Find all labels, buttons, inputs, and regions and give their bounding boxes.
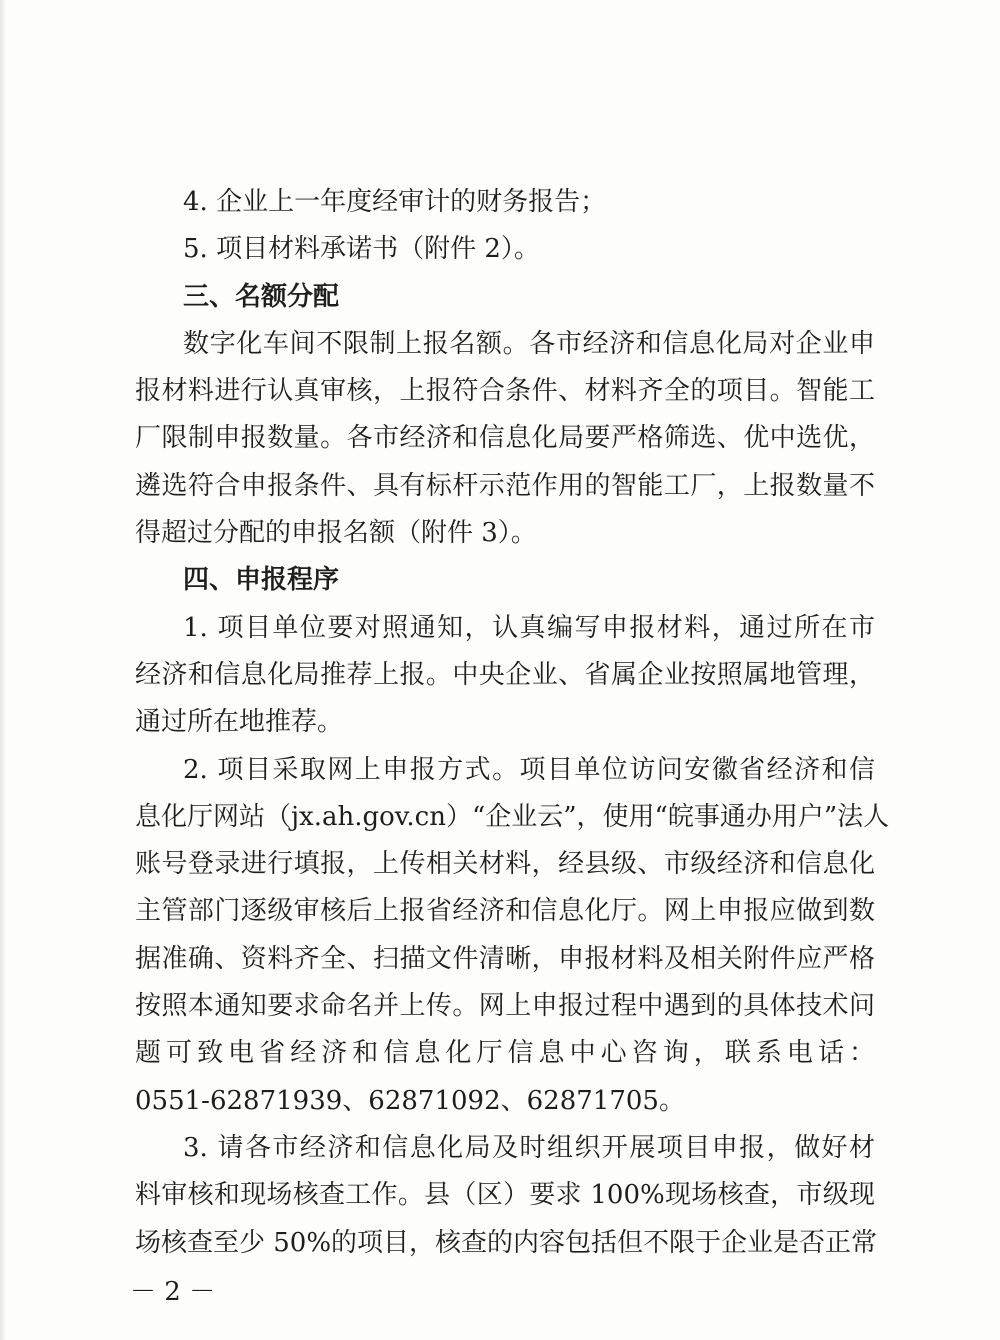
section-heading: 三、名额分配	[183, 281, 340, 312]
text-line: 3. 请各市经济和信息化局及时组织开展项目申报，做好材	[183, 1132, 875, 1163]
text-line: 遴选符合申报条件、具有标杆示范作用的智能工厂，上报数量不	[135, 470, 875, 501]
text-line: 主管部门逐级审核后上报省经济和信息化厅。网上申报应做到数	[135, 896, 875, 927]
text-line: 息化厅网站（jx.ah.gov.cn）“企业云”，使用“皖事通办用户”法人	[135, 801, 890, 832]
document-body	[135, 179, 890, 1267]
page-number: － 2 －	[130, 1277, 216, 1307]
text-line: 按照本通知要求命名并上传。网上申报过程中遇到的具体技术问	[135, 991, 875, 1022]
text-line: 0551-62871939、62871092、62871705。	[135, 1085, 685, 1116]
text-line: 账号登录进行填报，上传相关材料，经县级、市级经济和信息化	[135, 849, 875, 880]
text-line: 2. 项目采取网上申报方式。项目单位访问安徽省经济和信	[183, 754, 875, 785]
text-line: 4. 企业上一年度经审计的财务报告；	[183, 187, 607, 217]
text-line: 场核查至少 50%的项目，核查的内容包括但不限于企业是否正常	[135, 1227, 878, 1258]
text-line: 厂限制申报数量。各市经济和信息化局要严格筛选、优中选优，	[135, 423, 875, 454]
page-edge-shadow	[0, 0, 6, 1340]
text-line: 报材料进行认真审核，上报符合条件、材料齐全的项目。智能工	[135, 376, 875, 407]
text-line: 经济和信息化局推荐上报。中央企业、省属企业按照属地管理，	[135, 659, 875, 690]
text-line: 题可致电省经济和信息化厅信息中心咨询，联系电话：	[135, 1038, 875, 1069]
text-line: 数字化车间不限制上报名额。各市经济和信息化局对企业申	[183, 328, 875, 359]
section-heading: 四、申报程序	[183, 565, 340, 596]
text-line: 5. 项目材料承诺书（附件 2）。	[183, 234, 540, 265]
text-line: 得超过分配的申报名额（附件 3）。	[135, 518, 537, 549]
text-line: 1. 项目单位要对照通知，认真编写申报材料，通过所在市	[183, 612, 875, 643]
text-line: 料审核和现场核查工作。县（区）要求 100%现场核查，市级现	[135, 1180, 875, 1211]
text-line: 通过所在地推荐。	[135, 707, 344, 738]
text-line: 据准确、资料齐全、扫描文件清晰，申报材料及相关附件应严格	[135, 943, 875, 974]
